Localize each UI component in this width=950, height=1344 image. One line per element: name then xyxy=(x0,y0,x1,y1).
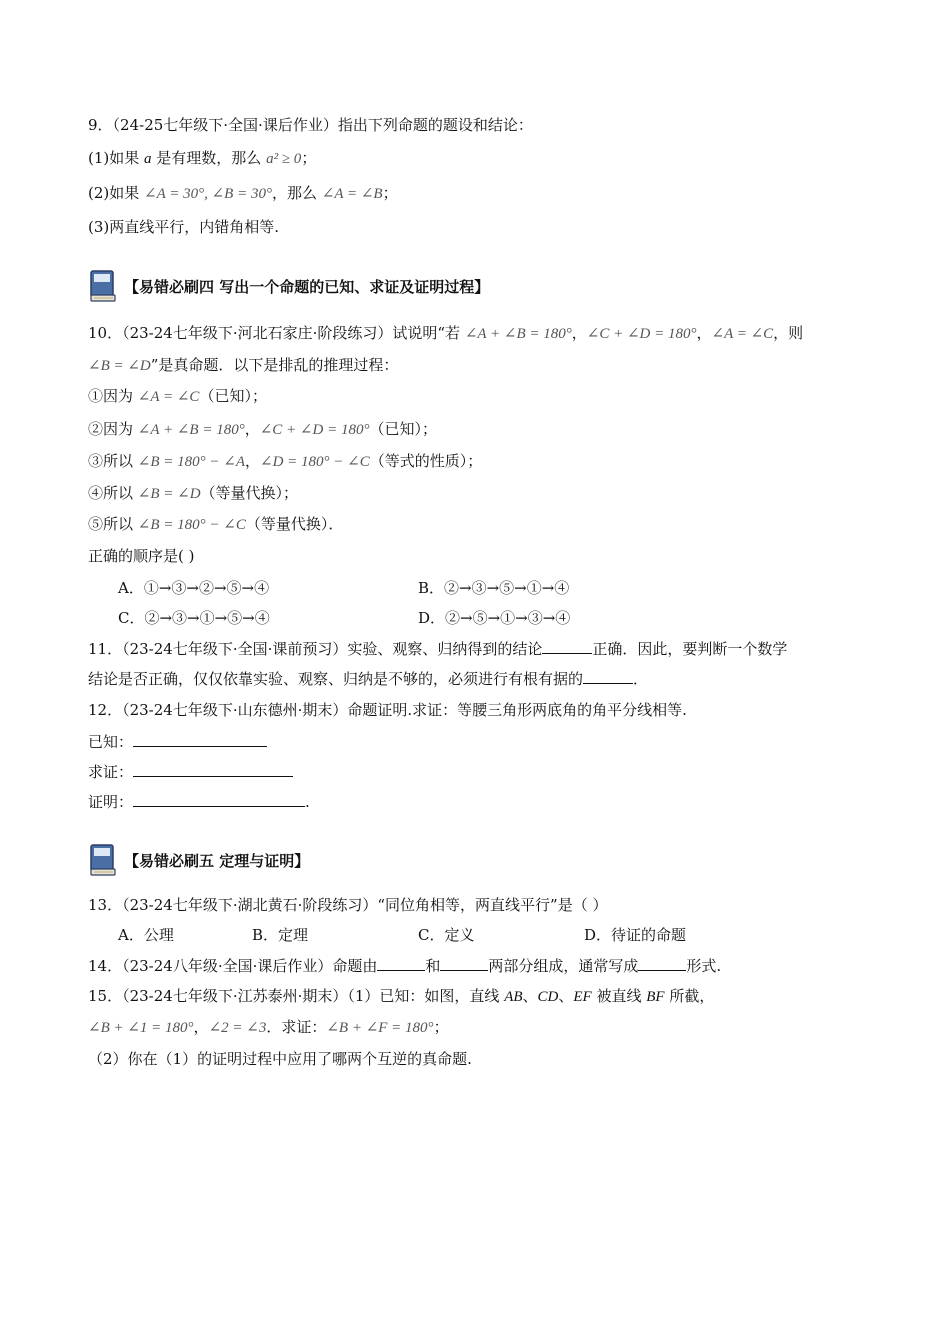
section-header-4 xyxy=(88,266,489,306)
q12-stem: 12．（23-24七年级下·山东德州·期末）命题证明.求证：等腰三角形两底角的角平分线相等. xyxy=(88,701,687,719)
q10-ask: 正确的顺序是( ) xyxy=(88,547,195,565)
q15-line2: ∠B + ∠1 = 180°，∠2 = ∠3．求证：∠B + ∠F = 180°； xyxy=(88,1018,449,1036)
answer-blank[interactable] xyxy=(440,956,488,971)
q13-option-a[interactable]: A．公理 xyxy=(118,926,174,944)
q12-known: 已知： xyxy=(88,731,267,753)
q14-stem: 14．（23-24八年级·全国·课后作业）命题由 和 两部分组成，通常写成 形式. xyxy=(88,957,722,975)
section-header-5 xyxy=(88,840,309,880)
q10-step2: ②因为 ∠A + ∠B = 180°，∠C + ∠D = 180°（已知）； xyxy=(88,420,437,438)
q15-line3: （2）你在（1）的证明过程中应用了哪两个互逆的真命题. xyxy=(88,1050,472,1068)
q9-part2: (2)如果 ∠A = 30°, ∠B = 30°，那么 ∠A = ∠B； xyxy=(88,184,398,202)
section-title: 【易错必刷四 写出一个命题的已知、求证及证明过程】 xyxy=(124,277,490,296)
q10-line1: 10．（23-24七年级下·河北石家庄·阶段练习）试说明“若 ∠A + ∠B = 180°，∠C + ∠D = 180°，∠A = ∠C，则 xyxy=(88,324,804,342)
answer-blank[interactable] xyxy=(542,639,592,654)
answer-blank[interactable] xyxy=(583,669,633,684)
q13-option-d[interactable]: D．待证的命题 xyxy=(584,926,687,944)
q13-stem: 13．（23-24七年级下·湖北黄石·阶段练习）“同位角相等，两直线平行”是（ ） xyxy=(88,896,608,914)
q10-option-d[interactable]: D．②→⑤→①→③→④ xyxy=(418,609,571,627)
q9-part3: (3)两直线平行，内错角相等. xyxy=(88,218,280,236)
prove-blank[interactable] xyxy=(133,762,293,777)
q12-proof: 证明： . xyxy=(88,793,310,811)
book-icon xyxy=(88,843,118,877)
q13-option-c[interactable]: C．定义 xyxy=(418,926,475,944)
q9-stem: 9．（24-25七年级下·全国·课后作业）指出下列命题的题设和结论： xyxy=(88,116,533,134)
q12-prove: 求证： xyxy=(88,761,293,783)
section-title: 【易错必刷五 定理与证明】 xyxy=(124,851,310,870)
q10-step3: ③所以 ∠B = 180° − ∠A，∠D = 180° − ∠C（等式的性质）； xyxy=(88,452,483,470)
q10-step1: ①因为 ∠A = ∠C（已知）； xyxy=(88,387,267,405)
book-icon xyxy=(88,269,118,303)
q10-step4: ④所以 ∠B = ∠D（等量代换）； xyxy=(88,484,299,502)
answer-blank[interactable] xyxy=(377,956,425,971)
q11-line2: 结论是否正确，仅仅依靠实验、观察、归纳是不够的，必须进行有根有据的 ． xyxy=(88,670,649,688)
q13-option-b[interactable]: B．定理 xyxy=(252,926,309,944)
q15-line1: 15．（23-24七年级下·江苏泰州·期末）（1）已知：如图，直线 AB、CD、EF 被直线 BF 所截， xyxy=(88,987,715,1005)
q10-option-c[interactable]: C．②→③→①→⑤→④ xyxy=(118,609,270,627)
proof-blank[interactable] xyxy=(133,792,305,807)
known-blank[interactable] xyxy=(133,732,267,747)
answer-blank[interactable] xyxy=(638,956,686,971)
q9-part1: (1)如果 a 是有理数，那么 a² ≥ 0； xyxy=(88,149,317,167)
q10-line2: ∠B = ∠D”是真命题．以下是排乱的推理过程： xyxy=(88,356,399,374)
q10-step5: ⑤所以 ∠B = 180° − ∠C（等量代换）． xyxy=(88,515,344,533)
q10-option-b[interactable]: B．②→③→⑤→①→④ xyxy=(418,579,570,597)
q11-line1: 11．（23-24七年级下·全国·课前预习）实验、观察、归纳得到的结论 正确．因此，要判断一个数学 xyxy=(88,640,788,658)
q10-option-a[interactable]: A．①→③→②→⑤→④ xyxy=(118,579,270,597)
